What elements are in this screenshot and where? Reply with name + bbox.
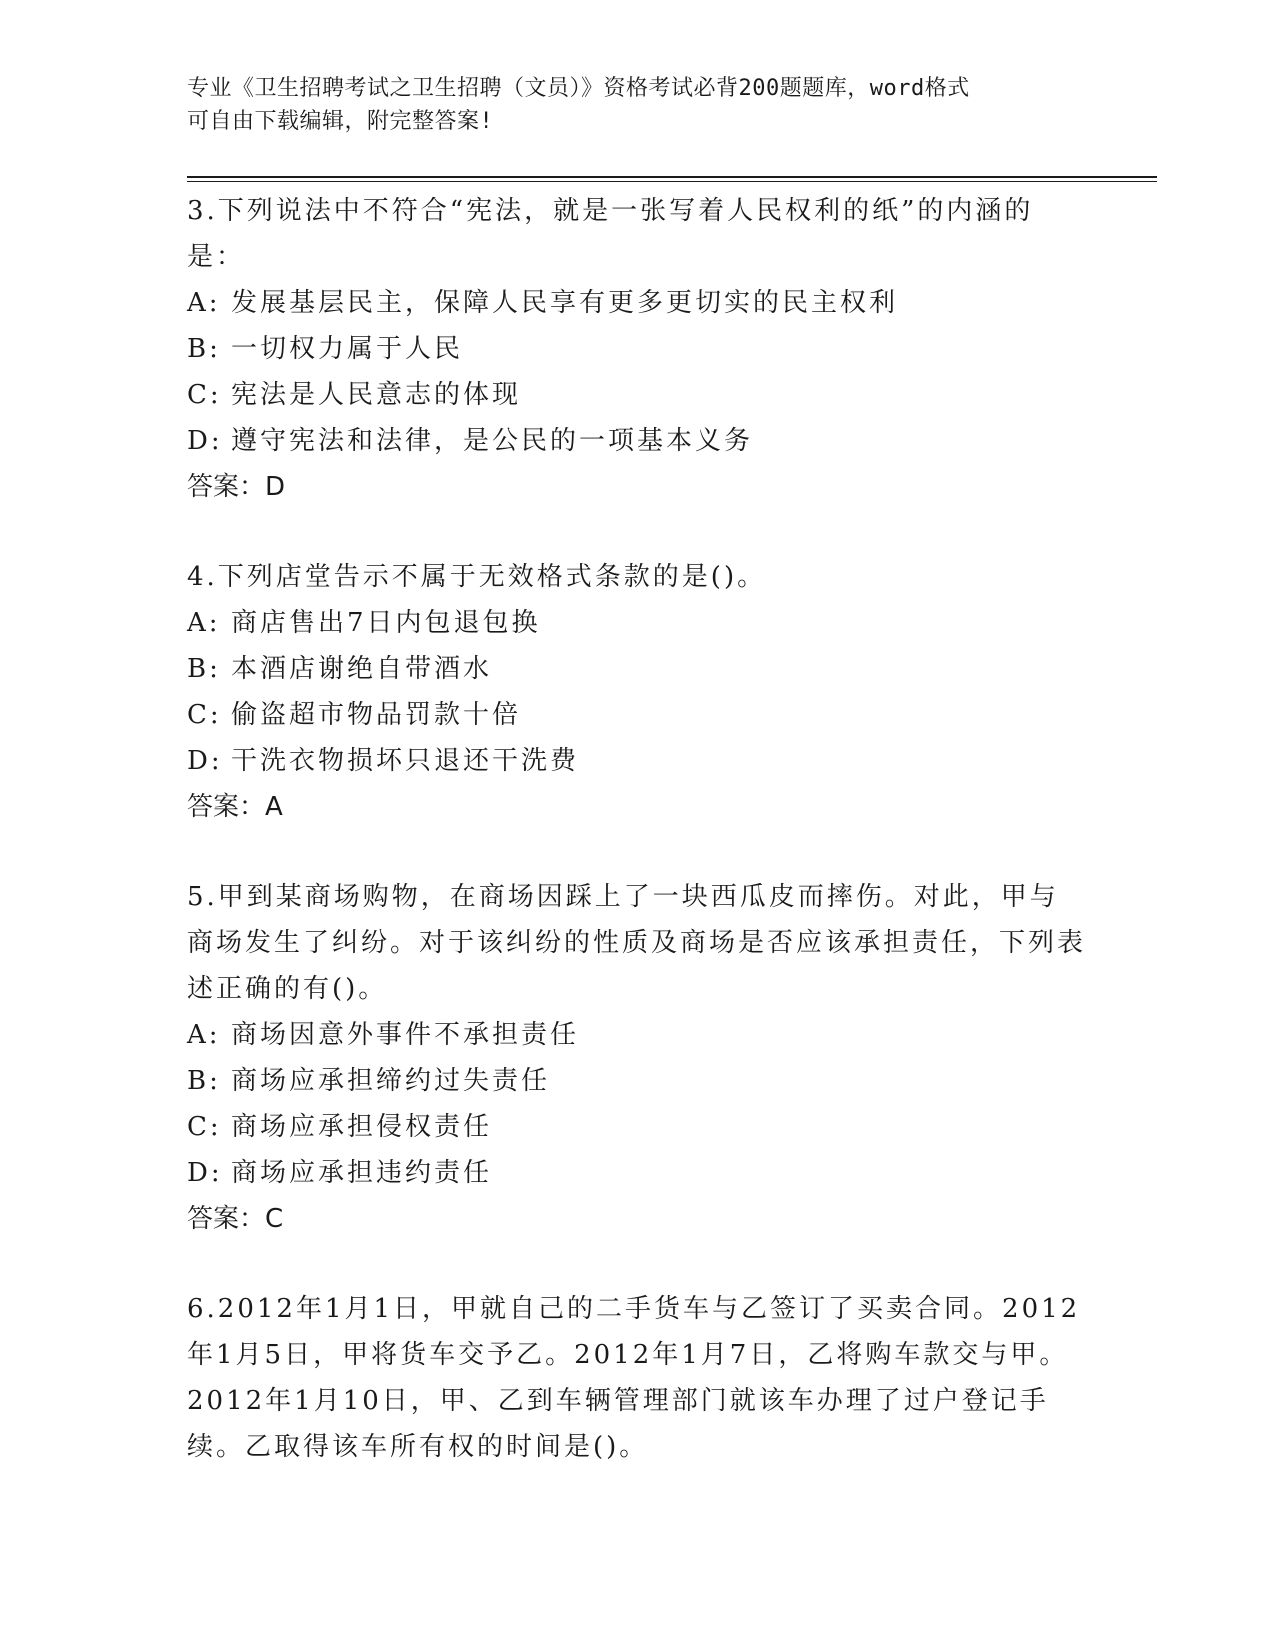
question-3-option-d: [187, 418, 1087, 464]
option-text: 发展基层民主，保障人民享有更多更切实的民主权利: [231, 288, 899, 318]
question-3: [187, 188, 1087, 510]
question-5-text: 5.甲到某商场购物，在商场因踩上了一块西瓜皮而摔伤。对此，甲与商场发生了纠纷。对于该纠纷的性质及商场是否应该承担责任，下列表述正确的有()。: [187, 882, 1087, 1004]
question-5-option-b: [187, 1058, 1087, 1104]
question-3-answer: 答案：D: [187, 472, 286, 502]
option-key: A:: [187, 608, 221, 638]
question-6: [187, 1286, 1087, 1470]
option-key: B:: [187, 1066, 221, 1096]
question-4-option-c: [187, 692, 1087, 738]
option-text: 宪法是人民意志的体现: [231, 380, 522, 410]
question-4-option-a: [187, 600, 1087, 646]
question-3-option-b: [187, 326, 1087, 372]
option-key: C:: [187, 380, 222, 410]
question-5-option-a: [187, 1012, 1087, 1058]
question-3-option-c: [187, 372, 1087, 418]
header-line-2: 可自由下载编辑，附完整答案!: [187, 109, 494, 134]
option-key: B:: [187, 334, 221, 364]
option-text: 商场因意外事件不承担责任: [231, 1020, 580, 1050]
option-key: A:: [187, 288, 221, 318]
question-5-answer: 答案：C: [187, 1204, 284, 1234]
question-4: [187, 554, 1087, 830]
question-3-text: 3.下列说法中不符合“宪法，就是一张写着人民权利的纸”的内涵的是：: [187, 196, 1034, 272]
question-3-option-a: [187, 280, 1087, 326]
question-6-text: 6.2012年1月1日，甲就自己的二手货车与乙签订了买卖合同。2012年1月5日，甲将货车交予乙。2012年1月7日，乙将购车款交与甲。2012年1月10日，甲、乙到车辆管理部门就该车办理了过户登记手续。乙取得该车所有权的时间是()。: [187, 1294, 1081, 1462]
question-5-option-d: [187, 1150, 1087, 1196]
option-text: 本酒店谢绝自带酒水: [231, 654, 493, 684]
option-key: D:: [187, 1158, 223, 1188]
option-text: 商场应承担缔约过失责任: [231, 1066, 551, 1096]
option-key: A:: [187, 1020, 221, 1050]
option-text: 一切权力属于人民: [231, 334, 464, 364]
question-list: [187, 188, 1087, 1514]
option-text: 遵守宪法和法律，是公民的一项基本义务: [231, 426, 754, 456]
option-key: D:: [187, 746, 223, 776]
option-key: B:: [187, 654, 221, 684]
question-5: [187, 874, 1087, 1242]
option-key: C:: [187, 1112, 222, 1142]
option-text: 商场应承担侵权责任: [231, 1112, 493, 1142]
header-divider-thin: [187, 181, 1157, 182]
option-text: 商场应承担违约责任: [231, 1158, 493, 1188]
header-divider-thick: [187, 176, 1157, 178]
question-4-option-b: [187, 646, 1087, 692]
option-key: D:: [187, 426, 223, 456]
question-4-answer: 答案：A: [187, 792, 283, 822]
question-4-option-d: [187, 738, 1087, 784]
header-line-1: 专业《卫生招聘考试之卫生招聘（文员）》资格考试必背200题题库，word格式: [187, 76, 970, 101]
document-header: [187, 72, 1067, 138]
option-text: 干洗衣物损坏只退还干洗费: [231, 746, 580, 776]
question-5-option-c: [187, 1104, 1087, 1150]
question-4-text: 4.下列店堂告示不属于无效格式条款的是()。: [187, 562, 767, 592]
option-text: 商店售出7日内包退包换: [231, 608, 541, 638]
option-key: C:: [187, 700, 222, 730]
option-text: 偷盗超市物品罚款十倍: [231, 700, 522, 730]
